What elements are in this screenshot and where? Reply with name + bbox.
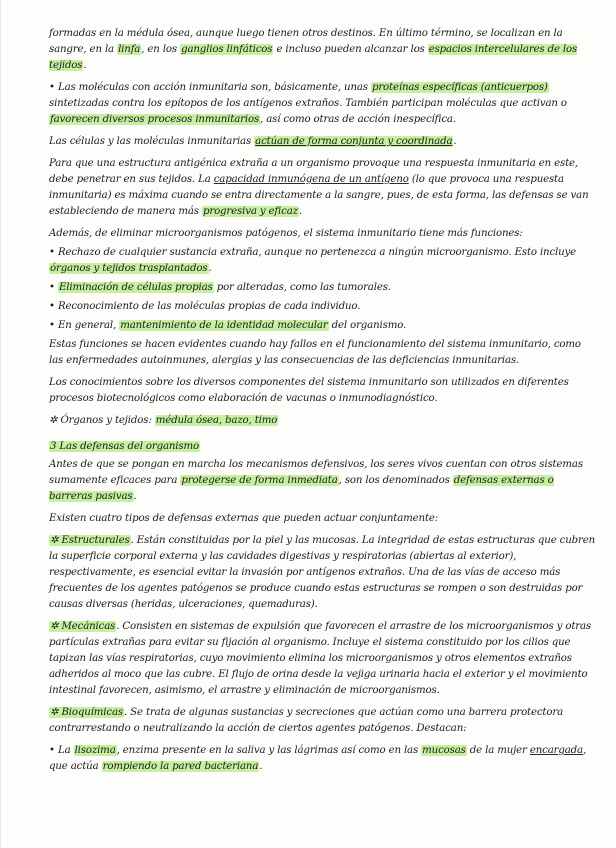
highlight: defensas externas o barreras pasivas — [49, 475, 554, 502]
text: del organismo. — [328, 320, 407, 331]
highlight: favorecen diversos procesos inmunitarios — [50, 114, 260, 125]
text: . — [133, 491, 137, 502]
text: • — [49, 282, 58, 293]
list-item — [49, 299, 598, 315]
highlight: progresiva y eficaz — [202, 206, 298, 217]
underline: capacidad inmunógena de un antígeno — [213, 174, 409, 185]
list-item — [49, 318, 598, 334]
highlight: linfa — [118, 44, 141, 55]
text: • Las moléculas con acción inmunitaria son, básicamente, unas — [49, 82, 371, 93]
highlight: protegerse de forma inmediata — [181, 475, 338, 486]
text: • La — [49, 745, 74, 756]
text: (lo que provoca una respuesta inmunitaria) es máxima cuando se entra directamente a la sangre, pues, de esta forma, las defensas se van estableciendo de manera más — [49, 174, 589, 217]
text: sintetizadas contra los epítopos de los antígenos extraños. También participan moléculas que activan o — [49, 98, 567, 109]
defense-structural — [49, 533, 598, 613]
text: . — [298, 206, 302, 217]
highlight: rompiendo la pared bacteriana — [102, 761, 259, 772]
underline: encargada — [529, 745, 583, 756]
text: • Rechazo de cualquier sustancia extraña, aunque no pertenezca a ningún microorganismo. Esto incluye — [49, 247, 577, 258]
highlight: órganos y tejidos trasplantados — [50, 263, 208, 274]
text: , enzima presente en la saliva y las lágrimas así como en las — [116, 745, 422, 756]
paragraph-organs — [49, 413, 598, 429]
highlight: mucosas — [422, 745, 466, 756]
list-item-lysozyme — [49, 743, 598, 775]
paragraph-antigen-penetration — [49, 156, 598, 220]
text: formadas en la médula ósea, aunque luego tienen otros destinos. En último término, se localizan en la sangre, en la — [49, 28, 563, 55]
paragraph-immune-molecules — [49, 80, 598, 128]
text: • En general, — [49, 320, 120, 331]
list-item — [49, 245, 598, 277]
text: . — [208, 263, 212, 274]
defense-biochemical — [49, 705, 598, 737]
text: ✲ Órganos y tejidos: — [49, 415, 155, 426]
text: . Consisten en sistemas de expulsión que favorecen el arrastre de los microorganismos y otras partículas extrañas para evitar su fijación al organismo. Incluye el sistema constituido por los cilios que tapizan las vías respiratorias, cuyo movimiento elimina los microorganismos y otros elementos extraños adheridos al moco que las cubre. El flujo de orina desde la vejiga urinaria hacia el exterior y el movimiento intestinal favorecen, asimismo, el arrastre y eliminación de microorganismos. — [49, 621, 592, 696]
highlight: ✲ Estructurales — [50, 535, 130, 546]
highlight: ✲ Bioquímicas — [50, 707, 123, 718]
highlight: ✲ Mecánicas — [50, 621, 116, 632]
highlight: espacios intercelulares de los tejidos — [49, 44, 578, 71]
text: • Reconocimiento de las moléculas propias de cada individuo. — [49, 301, 361, 312]
highlight: ganglios linfáticos — [181, 44, 273, 55]
highlight: proteínas específicas (anticuerpos) — [371, 82, 548, 93]
paragraph-functions-intro: Además, de eliminar microorganismos patógenos, el sistema inmunitario tiene más funciones: — [49, 228, 523, 239]
highlight: Eliminación de células propias — [58, 282, 213, 293]
functions-list — [49, 245, 598, 334]
paragraph-external-defenses — [49, 457, 598, 505]
list-item — [49, 280, 598, 296]
text: . Se trata de algunas sustancias y secreciones que actúan como una barrera protectora contrarrestando o neutralizando la acción de ciertos agentes patógenos. Destacan: — [49, 707, 563, 734]
text: . — [259, 761, 263, 772]
text: , en los — [141, 44, 181, 55]
text: , así como otras de acción inespecífica. — [260, 114, 456, 125]
highlight: actúan de forma conjunta y coordinada — [255, 136, 453, 147]
paragraph-four-types: Existen cuatro tipos de defensas externas que pueden actuar conjuntamente: — [49, 513, 439, 524]
highlight: 3 Las defensas del organismo — [50, 441, 199, 452]
text: e incluso pueden alcanzar los — [273, 44, 428, 55]
text: Las células y las moléculas inmunitarias — [49, 136, 255, 147]
section-title — [49, 439, 598, 455]
paragraph-cell-locations — [49, 26, 598, 74]
text: , son los denominados — [338, 475, 453, 486]
highlight: lisozima — [74, 745, 116, 756]
highlight: mantenimiento de la identidad molecular — [120, 320, 328, 331]
text: , que actúa — [49, 745, 587, 772]
paragraph-failures: Estas funciones se hacen evidentes cuando hay fallos en el funcionamiento del sistema inmunitario, como las enfermedades autoinmunes, alergias y las consecuencias de las deficiencias inmunitarias. — [49, 339, 581, 366]
paragraph-biotech: Los conocimientos sobre los diversos componentes del sistema inmunitario son utilizados en diferentes procesos biotecnológicos como elaboración de vacunas o inmunodiagnóstico. — [49, 377, 569, 404]
text: Para que una estructura antigénica extraña a un organismo provoque una respuesta inmunitaria en este, debe penetrar en sus tejidos. La — [49, 158, 579, 185]
text: . — [453, 136, 457, 147]
text: . — [83, 60, 87, 71]
text: Antes de que se pongan en marcha los mecanismos defensivos, los seres vivos cuentan con otros sistemas sumamente eficaces para — [49, 459, 583, 486]
text: de la mujer — [466, 745, 530, 756]
highlight: médula ósea, bazo, timo — [155, 415, 278, 426]
text: por alteradas, como las tumorales. — [213, 282, 391, 293]
paragraph-coordination — [49, 134, 598, 150]
defense-mechanical — [49, 619, 598, 699]
text: . Están constituidas por la piel y las mucosas. La integridad de estas estructuras que cubren la superficie corporal externa y las cavidades digestivas y respiratorias (abiertas al exterior), respectivamente, es esencial evitar la invasión por antígenos extraños. Una de las vías de acceso más frecuentes de los agentes patógenos se produce cuando estas estructuras se rompen o son destruidas por causas diversas (heridas, ulceraciones, quemaduras). — [49, 535, 596, 610]
